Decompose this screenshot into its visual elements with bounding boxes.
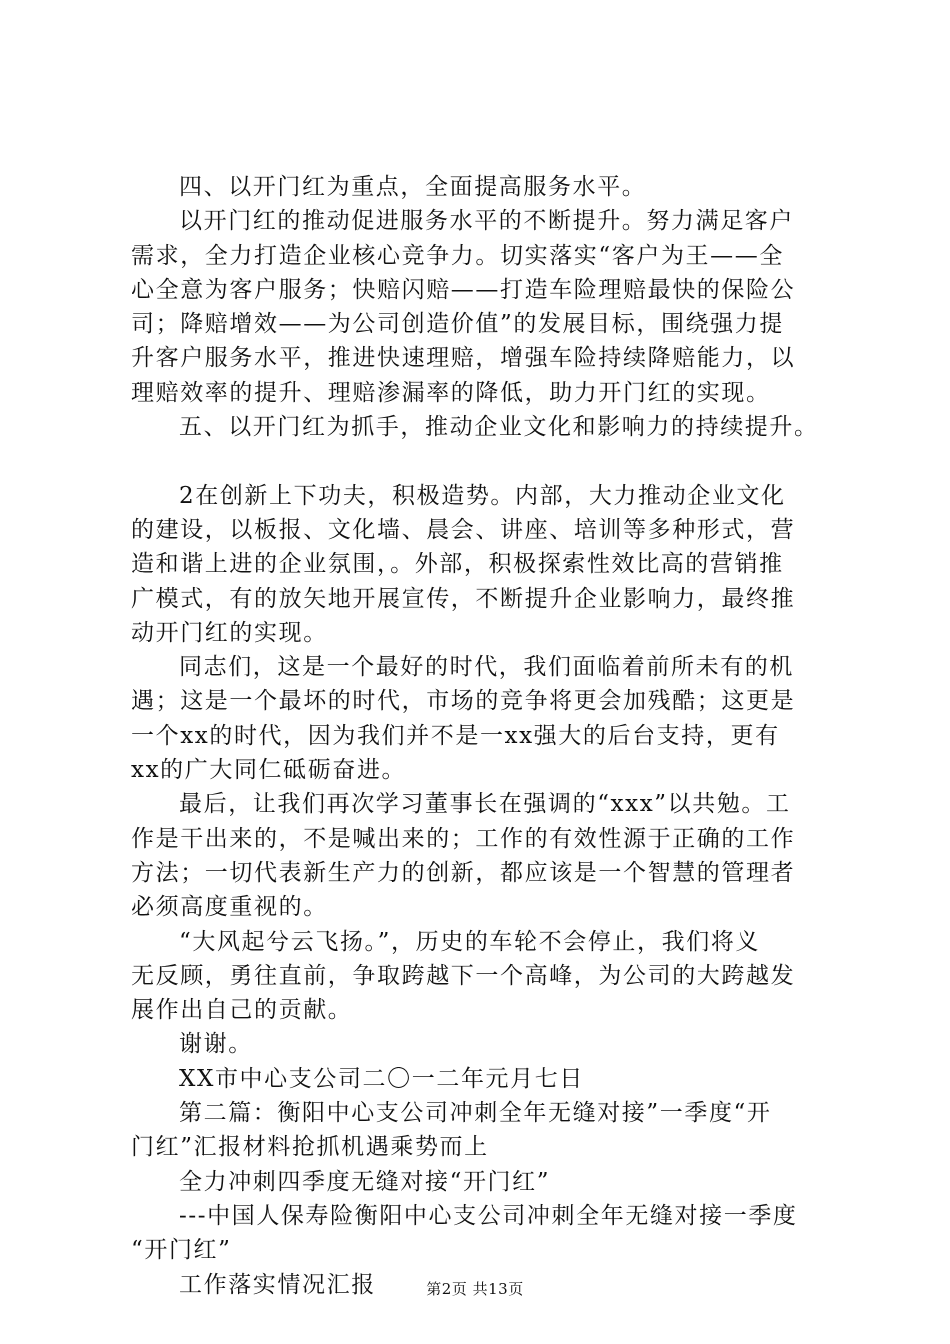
section-heading-5: 五、以开门红为抓手，推动企业文化和影响力的持续提升。 <box>179 414 819 441</box>
paragraph-line: 最后，让我们再次学习董事长在强调的“xxx”以共勉。工 <box>179 791 791 818</box>
paragraph-line: 同志们，这是一个最好的时代，我们面临着前所未有的机 <box>179 654 794 681</box>
paragraph-line: 司；降赔增效——为公司创造价值”的发展目标，围绕强力提 <box>131 311 784 338</box>
paragraph-line: 展作出自己的贡献。 <box>131 997 353 1024</box>
paragraph-line: “大风起兮云飞扬。”，历史的车轮不会停止，我们将义 <box>179 928 761 955</box>
report-subtitle: 工作落实情况汇报 <box>179 1271 376 1298</box>
report-subtitle: “开门红” <box>131 1237 232 1264</box>
blank-line <box>131 444 831 478</box>
paragraph-line: 需求，全力打造企业核心竞争力。切实落实“客户为王——全 <box>131 242 784 269</box>
paragraph-line: 遇；这是一个最坏的时代，市场的竞争将更会加残酷；这更是 <box>131 688 796 715</box>
report-title: 全力冲刺四季度无缝对接“开门红” <box>179 1168 551 1195</box>
section-heading-4: 四、以开门红为重点，全面提高服务水平。 <box>179 174 647 200</box>
signature-date: XX市中心支公司二〇一二年元月七日 <box>179 1065 584 1092</box>
paragraph-line: 作是干出来的，不是喊出来的；工作的有效性源于正确的工作 <box>131 825 796 852</box>
paragraph-line: 2在创新上下功夫，积极造势。内部，大力推动企业文化 <box>179 482 786 509</box>
paragraph-line: 理赔效率的提升、理赔渗漏率的降低，助力开门红的实现。 <box>131 379 771 406</box>
paragraph-line: 造和谐上进的企业氛围，。外部，积极探索性效比高的营销推 <box>131 551 784 578</box>
paragraph-line: 的建设，以板报、文化墙、晨会、讲座、培训等多种形式，营 <box>131 516 796 543</box>
part-two-heading: 第二篇：衡阳中心支公司冲刺全年无缝对接”一季度“开 <box>179 1100 772 1127</box>
paragraph-line: 动开门红的实现。 <box>131 619 328 646</box>
paragraph-line: 以开门红的推动促进服务水平的不断提升。努力满足客户 <box>179 208 794 235</box>
paragraph-line: 升客户服务水平，推进快速理赔，增强车险持续降赔能力，以 <box>131 345 796 372</box>
paragraph-line: 一个xx的时代，因为我们并不是一xx强大的后台支持，更有 <box>131 722 780 749</box>
closing-thanks: 谢谢。 <box>179 1031 253 1058</box>
paragraph-line: 心全意为客户服务；快赔闪赔——打造车险理赔最快的保险公 <box>131 276 796 303</box>
paragraph-line: 广模式，有的放矢地开展宣传，不断提升企业影响力，最终推 <box>131 585 796 612</box>
report-subtitle: ---中国人保寿险衡阳中心支公司冲刺全年无缝对接一季度 <box>179 1202 798 1229</box>
part-two-heading: 门红”汇报材料抢抓机遇乘势而上 <box>131 1134 489 1161</box>
paragraph-line: xx的广大同仁砥砺奋进。 <box>131 757 407 784</box>
paragraph-line: 无反顾，勇往直前，争取跨越下一个高峰，为公司的大跨越发 <box>131 962 796 989</box>
document-body <box>131 170 831 1302</box>
page-number-footer: 第2页 共13页 <box>426 1280 524 1298</box>
paragraph-line: 方法；一切代表新生产力的创新，都应该是一个智慧的管理者 <box>131 859 796 886</box>
paragraph-line: 必须高度重视的。 <box>131 894 328 921</box>
